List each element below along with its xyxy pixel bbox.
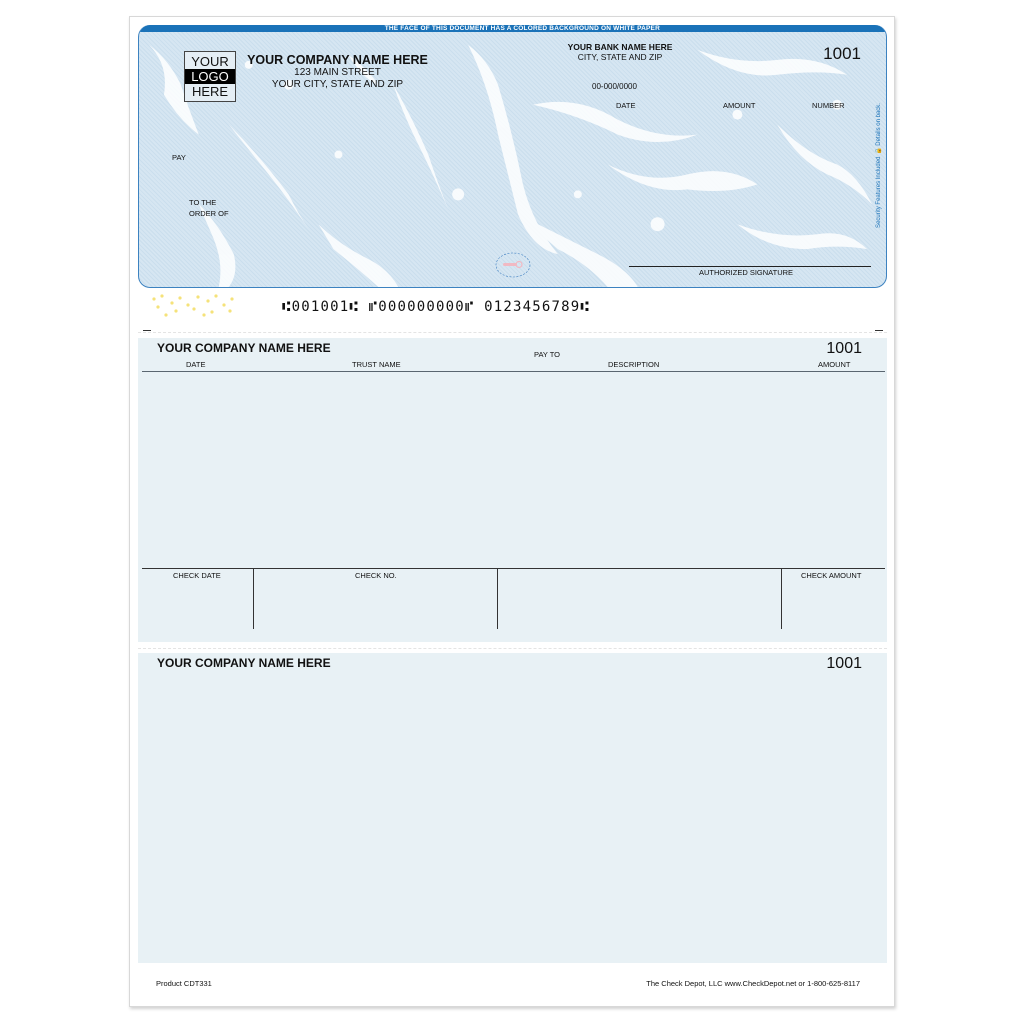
vendor-info: The Check Depot, LLC www.CheckDepot.net or 1-800-625-8117 <box>646 979 860 988</box>
company-city: YOUR CITY, STATE AND ZIP <box>271 79 404 90</box>
date-label: DATE <box>616 101 636 110</box>
col-check-date: CHECK DATE <box>173 571 221 580</box>
check-face <box>138 25 887 288</box>
security-features-note <box>872 85 884 245</box>
banner-text: THE FACE OF THIS DOCUMENT HAS A COLORED BACKGROUND ON WHITE PAPER <box>384 25 660 32</box>
product-code: Product CDT331 <box>156 979 212 988</box>
logo-line-3: HERE <box>191 84 229 99</box>
perforation-tick-left <box>143 330 151 331</box>
header-rule <box>142 371 885 372</box>
summary-divider-3 <box>781 569 782 629</box>
micr-line: ⑆001001⑆ ⑈000000000⑈ 0123456789⑆ <box>282 299 590 315</box>
to-the-label: TO THE <box>189 198 217 207</box>
voucher-stub-1 <box>138 338 887 642</box>
order-of-label: ORDER OF <box>189 209 229 218</box>
col-check-no: CHECK NO. <box>355 571 397 580</box>
security-features-text: Security Features Included 🔒 Details on back. <box>875 102 882 228</box>
voucher-stub-2 <box>138 653 887 963</box>
stub1-company-name: YOUR COMPANY NAME HERE <box>157 341 331 355</box>
company-street: 123 MAIN STREET <box>294 67 381 78</box>
perforation-tick-right <box>875 330 883 331</box>
stub2-check-number: 1001 <box>826 655 862 672</box>
logo-placeholder <box>184 51 236 102</box>
summary-divider-1 <box>253 569 254 629</box>
col-description: DESCRIPTION <box>608 360 660 369</box>
company-name: YOUR COMPANY NAME HERE <box>247 53 428 67</box>
amount-label: AMOUNT <box>723 101 756 110</box>
col-pay-to: PAY TO <box>534 350 560 359</box>
authorized-signature-label: AUTHORIZED SIGNATURE <box>699 268 794 277</box>
number-label: NUMBER <box>812 101 845 110</box>
logo-line-2: LOGO <box>185 69 235 84</box>
summary-divider-2 <box>497 569 498 629</box>
bank-name: YOUR BANK NAME HERE <box>567 42 673 52</box>
col-date: DATE <box>186 360 206 369</box>
stub1-check-number: 1001 <box>826 340 862 357</box>
routing-fraction: 00-000/0000 <box>592 82 637 91</box>
perforation-line-2 <box>138 648 887 649</box>
stub2-company-name: YOUR COMPANY NAME HERE <box>157 656 331 670</box>
company-address-block <box>246 53 429 91</box>
bank-block <box>549 42 691 62</box>
bank-city: CITY, STATE AND ZIP <box>577 52 663 62</box>
signature-line <box>629 266 871 267</box>
check-number: 1001 <box>823 44 861 63</box>
perforation-line-1 <box>138 332 887 333</box>
check-top-banner <box>139 25 886 32</box>
gold-security-dots-icon <box>150 293 238 321</box>
col-trust-name: TRUST NAME <box>352 360 401 369</box>
heat-sensitive-seal-icon <box>492 250 534 280</box>
pay-label: PAY <box>172 153 186 162</box>
col-amount: AMOUNT <box>818 360 851 369</box>
logo-line-1: YOUR <box>191 54 229 69</box>
check-paper <box>129 16 895 1007</box>
col-check-amount: CHECK AMOUNT <box>801 571 862 580</box>
